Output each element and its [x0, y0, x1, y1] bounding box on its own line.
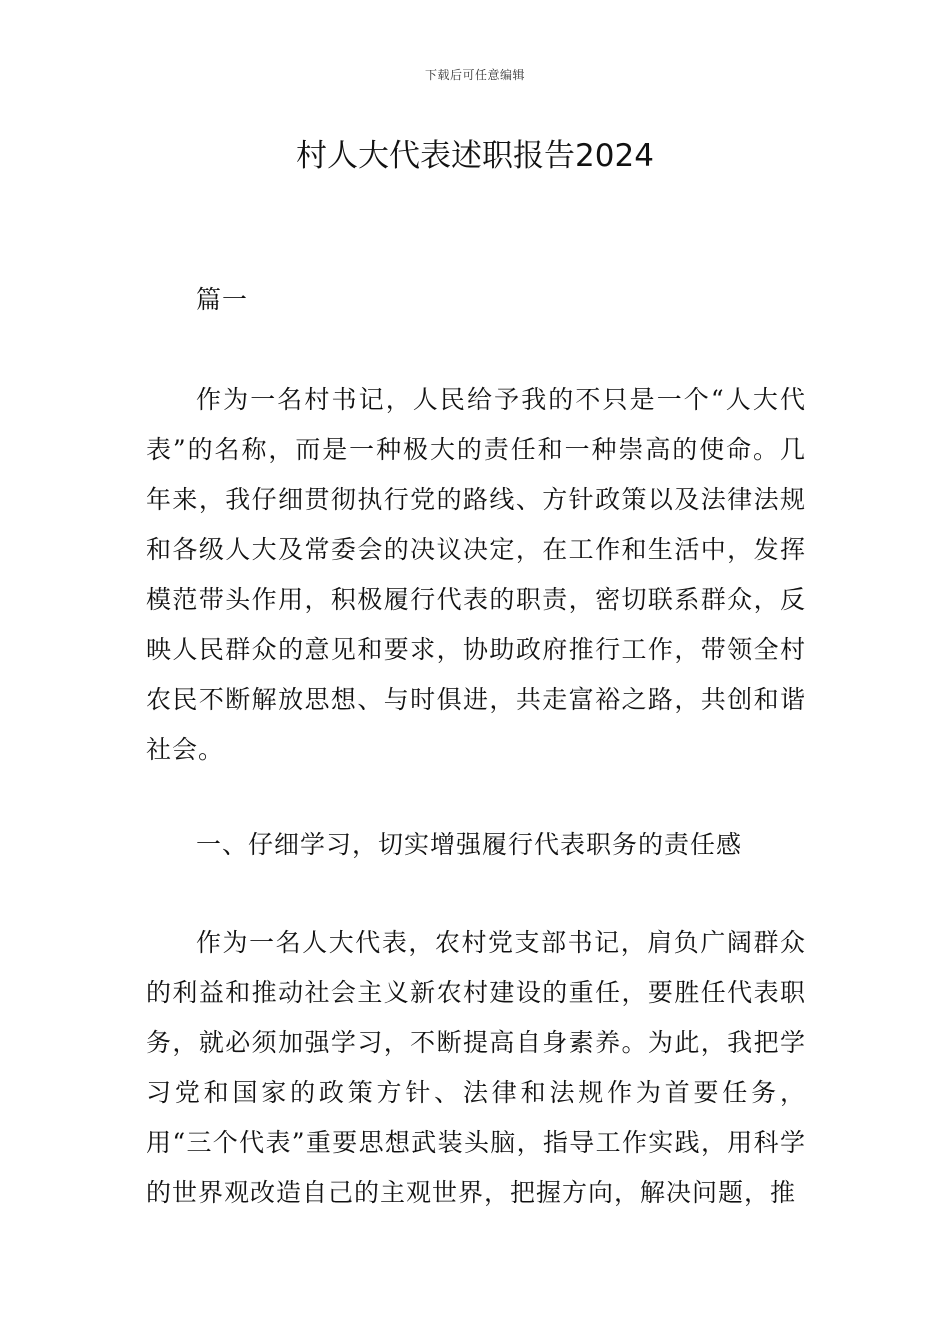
paragraph-2: 作为一名人大代表，农村党支部书记，肩负广阔群众的利益和推动社会主义新农村建设的重任，要胜任代表职务，就必须加强学习，不断提高自身素养。为此，我把学习党和国家的政策方针、法律和法规作为首要任务，用“三个代表”重要思想武装头脑，指导工作实践，用科学的世界观改造自己的主观世界，把握方向，解决问题，推	[146, 928, 806, 1207]
section-heading-1: 一、仔细学习，切实增强履行代表职务的责任感	[196, 830, 743, 859]
paragraph-1: 作为一名村书记，人民给予我的不只是一个“人大代表”的名称，而是一种极大的责任和一种崇高的使命。几年来，我仔细贯彻执行党的路线、方针政策以及法律法规和各级人大及常委会的决议决定，在工作和生活中，发挥模范带头作用，积极履行代表的职责，密切联系群众，反映人民群众的意见和要求，协助政府推行工作，带领全村农民不断解放思想、与时俱进，共走富裕之路，共创和谐社会。	[146, 385, 806, 764]
section-heading-block	[146, 820, 806, 870]
paragraph-block-2	[146, 918, 806, 1218]
section-label: 篇一	[196, 285, 249, 314]
header-note: 下载后可任意编辑	[424, 68, 525, 82]
section-label-block	[146, 275, 806, 325]
document-title: 村人大代表述职报告2024	[296, 138, 654, 174]
paragraph-block-1	[146, 375, 806, 775]
